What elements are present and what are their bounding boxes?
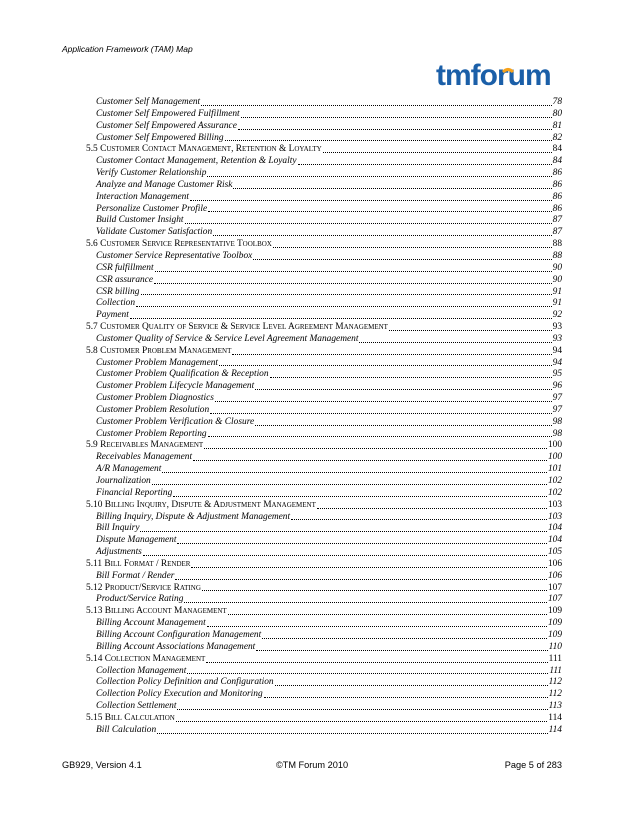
toc-subsection-entry[interactable]	[86, 298, 562, 310]
toc-subsection-entry[interactable]	[86, 121, 562, 133]
footer-copyright: ©TM Forum 2010	[275, 760, 349, 770]
toc-entry-page-number: 103	[547, 511, 562, 522]
toc-entry-page-number: 84	[552, 156, 562, 167]
toc-entry-page-number: 113	[548, 701, 562, 712]
toc-dot-leader	[253, 251, 551, 260]
toc-entry-page-number: 105	[547, 547, 562, 558]
toc-entry-label: Billing Account Configuration Management	[96, 629, 262, 640]
toc-subsection-entry[interactable]	[86, 227, 562, 239]
toc-dot-leader	[162, 464, 547, 473]
toc-dot-leader	[143, 547, 547, 556]
toc-entry-label: Build Customer Insight	[96, 215, 184, 226]
toc-dot-leader	[275, 677, 548, 686]
toc-subsection-entry[interactable]	[86, 594, 562, 606]
toc-entry-page-number: 80	[552, 108, 562, 119]
toc-entry-page-number: 95	[552, 369, 562, 380]
table-of-contents	[86, 97, 562, 737]
toc-subsection-entry[interactable]	[86, 180, 562, 192]
toc-subsection-entry[interactable]	[86, 512, 562, 524]
toc-subsection-entry[interactable]	[86, 429, 562, 441]
toc-entry-label: Interaction Management	[96, 191, 189, 202]
toc-entry-label: Customer Problem Resolution	[96, 404, 210, 415]
toc-subsection-entry[interactable]	[86, 476, 562, 488]
toc-entry-label: A/R Management	[96, 464, 162, 475]
toc-entry-label: Bill Inquiry	[96, 523, 140, 534]
toc-entry-page-number: 91	[552, 298, 562, 309]
toc-subsection-entry[interactable]	[86, 287, 562, 299]
toc-entry-page-number: 87	[552, 215, 562, 226]
toc-dot-leader	[219, 357, 552, 366]
document-header-title: Application Framework (TAM) Map	[62, 44, 193, 54]
toc-subsection-entry[interactable]	[86, 156, 562, 168]
toc-entry-label: CSR assurance	[96, 274, 154, 285]
toc-entry-label: Analyze and Manage Customer Risk	[96, 179, 233, 190]
toc-dot-leader	[225, 132, 552, 141]
toc-entry-label: 5.12 Product/Service Rating	[86, 582, 201, 593]
toc-entry-page-number: 104	[547, 535, 562, 546]
toc-dot-leader	[173, 488, 547, 497]
toc-dot-leader	[193, 452, 547, 461]
toc-dot-leader	[154, 275, 552, 284]
toc-entry-page-number: 92	[552, 310, 562, 321]
toc-dot-leader	[208, 428, 552, 437]
toc-entry-label: Collection Management	[96, 665, 187, 676]
toc-entry-page-number: 87	[552, 227, 562, 238]
toc-dot-leader	[187, 665, 548, 674]
toc-dot-leader	[190, 192, 552, 201]
toc-dot-leader	[206, 654, 547, 663]
toc-section-entry[interactable]	[86, 500, 562, 512]
toc-entry-label: Customer Self Empowered Assurance	[96, 120, 237, 131]
toc-entry-label: Customer Problem Management	[96, 357, 219, 368]
toc-entry-page-number: 107	[547, 582, 562, 593]
toc-entry-label: Customer Quality of Service & Service Level Agreement Management	[96, 333, 359, 344]
toc-entry-page-number: 109	[547, 618, 562, 629]
toc-entry-page-number: 98	[552, 416, 562, 427]
toc-section-entry[interactable]	[86, 713, 562, 725]
toc-subsection-entry[interactable]	[86, 168, 562, 180]
toc-entry-label: Customer Problem Reporting	[96, 428, 207, 439]
toc-entry-page-number: 97	[552, 393, 562, 404]
toc-entry-label: Collection	[96, 298, 136, 309]
toc-entry-label: Customer Service Representative Toolbox	[96, 250, 253, 261]
toc-entry-label: Collection Policy Execution and Monitoring	[96, 689, 263, 700]
toc-entry-label: Customer Contact Management, Retention & Loyalty	[96, 156, 297, 167]
toc-dot-leader	[141, 286, 552, 295]
toc-subsection-entry[interactable]	[86, 109, 562, 121]
toc-entry-label: Collection Policy Definition and Configuration	[96, 677, 274, 688]
toc-subsection-entry[interactable]	[86, 571, 562, 583]
toc-dot-leader	[140, 523, 546, 532]
toc-subsection-entry[interactable]	[86, 204, 562, 216]
toc-dot-leader	[201, 97, 551, 106]
toc-subsection-entry[interactable]	[86, 251, 562, 263]
toc-dot-leader	[210, 405, 551, 414]
toc-dot-leader	[262, 630, 547, 639]
toc-section-entry[interactable]	[86, 559, 562, 571]
toc-entry-label: Bill Format / Render	[96, 570, 175, 581]
toc-subsection-entry[interactable]	[86, 464, 562, 476]
toc-entry-label: Verify Customer Relationship	[96, 168, 207, 179]
toc-entry-label: 5.11 Bill Format / Render	[86, 558, 191, 569]
toc-dot-leader	[323, 144, 552, 153]
toc-dot-leader	[264, 689, 548, 698]
toc-dot-leader	[136, 298, 552, 307]
toc-entry-label: 5.5 Customer Contact Management, Retention & Loyalty	[86, 144, 322, 155]
toc-entry-label: Personalize Customer Profile	[96, 203, 208, 214]
toc-subsection-entry[interactable]	[86, 535, 562, 547]
toc-entry-label: Receivables Management	[96, 452, 193, 463]
toc-dot-leader	[177, 701, 547, 710]
toc-entry-page-number: 110	[548, 641, 562, 652]
toc-entry-page-number: 103	[547, 499, 562, 510]
toc-subsection-entry[interactable]	[86, 393, 562, 405]
toc-dot-leader	[241, 109, 552, 118]
toc-dot-leader	[204, 440, 547, 449]
toc-entry-label: Customer Self Management	[96, 97, 201, 107]
toc-subsection-entry[interactable]	[86, 405, 562, 417]
toc-subsection-entry[interactable]	[86, 630, 562, 642]
toc-entry-page-number: 94	[552, 357, 562, 368]
toc-dot-leader	[152, 476, 547, 485]
toc-entry-label: 5.10 Billing Inquiry, Dispute & Adjustment Management	[86, 499, 316, 510]
toc-entry-page-number: 114	[548, 712, 562, 723]
toc-entry-page-number: 102	[547, 487, 562, 498]
toc-entry-label: Customer Self Empowered Billing	[96, 132, 224, 143]
toc-subsection-entry[interactable]	[86, 215, 562, 227]
toc-entry-page-number: 98	[552, 428, 562, 439]
toc-entry-page-number: 84	[552, 144, 562, 155]
toc-entry-page-number: 88	[552, 239, 562, 250]
toc-section-entry[interactable]	[86, 654, 562, 666]
toc-entry-page-number: 104	[547, 523, 562, 534]
toc-dot-leader	[291, 511, 547, 520]
toc-subsection-entry[interactable]	[86, 642, 562, 654]
toc-dot-leader	[256, 642, 547, 651]
toc-entry-label: 5.13 Billing Account Management	[86, 606, 227, 617]
toc-subsection-entry[interactable]	[86, 701, 562, 713]
toc-entry-page-number: 106	[547, 558, 562, 569]
toc-entry-label: CSR billing	[96, 286, 140, 297]
toc-dot-leader	[232, 346, 551, 355]
toc-entry-label: Customer Self Empowered Fulfillment	[96, 108, 240, 119]
toc-subsection-entry[interactable]	[86, 310, 562, 322]
toc-dot-leader	[208, 203, 552, 212]
page-footer	[62, 760, 562, 772]
toc-dot-leader	[255, 417, 551, 426]
toc-entry-page-number: 109	[547, 606, 562, 617]
footer-page-number: Page 5 of 283	[504, 760, 562, 770]
toc-entry-label: 5.15 Bill Calculation	[86, 712, 175, 723]
toc-subsection-entry[interactable]	[86, 677, 562, 689]
toc-entry-label: Bill Calculation	[96, 724, 157, 735]
toc-entry-label: Customer Problem Lifecycle Management	[96, 381, 255, 392]
toc-subsection-entry[interactable]	[86, 97, 562, 109]
toc-entry-page-number: 86	[552, 168, 562, 179]
toc-entry-label: 5.9 Receivables Management	[86, 440, 204, 451]
toc-entry-page-number: 102	[547, 476, 562, 486]
toc-entry-label: Financial Reporting	[96, 487, 173, 498]
toc-entry-label: Payment	[96, 310, 129, 321]
toc-dot-leader	[228, 606, 547, 615]
toc-entry-label: Dispute Management	[96, 535, 177, 546]
toc-entry-page-number: 78	[552, 97, 562, 107]
toc-dot-leader	[176, 713, 547, 722]
toc-dot-leader	[273, 239, 552, 248]
toc-entry-page-number: 96	[552, 381, 562, 392]
toc-dot-leader	[177, 535, 546, 544]
toc-subsection-entry[interactable]	[86, 192, 562, 204]
toc-dot-leader	[389, 322, 552, 331]
toc-subsection-entry[interactable]	[86, 452, 562, 464]
toc-subsection-entry[interactable]	[86, 381, 562, 393]
toc-dot-leader	[185, 215, 552, 224]
toc-dot-leader	[202, 582, 547, 591]
toc-dot-leader	[191, 559, 546, 568]
toc-entry-page-number: 93	[552, 322, 562, 333]
toc-dot-leader	[298, 156, 552, 165]
toc-entry-page-number: 112	[548, 677, 562, 688]
toc-subsection-entry[interactable]	[86, 547, 562, 559]
toc-section-entry[interactable]	[86, 606, 562, 618]
toc-subsection-entry[interactable]	[86, 618, 562, 630]
toc-entry-label: Journalization	[96, 476, 151, 486]
toc-entry-page-number: 91	[552, 286, 562, 297]
toc-entry-page-number: 82	[552, 132, 562, 143]
tmforum-logo	[436, 60, 560, 90]
toc-entry-page-number: 112	[548, 689, 562, 700]
toc-subsection-entry[interactable]	[86, 666, 562, 678]
toc-entry-label: 5.7 Customer Quality of Service & Service Level Agreement Management	[86, 322, 388, 333]
toc-entry-page-number: 111	[548, 653, 562, 664]
toc-dot-leader	[207, 618, 547, 627]
toc-dot-leader	[233, 180, 551, 189]
toc-entry-page-number: 111	[549, 665, 562, 676]
toc-entry-page-number: 86	[552, 203, 562, 214]
toc-dot-leader	[213, 227, 551, 236]
toc-entry-page-number: 90	[552, 274, 562, 285]
toc-section-entry[interactable]	[86, 440, 562, 452]
footer-document-version: GB929, Version 4.1	[62, 760, 142, 770]
toc-section-entry[interactable]	[86, 322, 562, 334]
toc-subsection-entry[interactable]	[86, 488, 562, 500]
toc-entry-page-number: 109	[547, 629, 562, 640]
toc-dot-leader	[157, 725, 547, 734]
toc-entry-label: Customer Problem Verification & Closure	[96, 416, 255, 427]
toc-dot-leader	[155, 263, 552, 272]
toc-subsection-entry[interactable]	[86, 689, 562, 701]
toc-dot-leader	[175, 571, 547, 580]
toc-entry-page-number: 81	[552, 120, 562, 131]
toc-entry-page-number: 86	[552, 191, 562, 202]
toc-section-entry[interactable]	[86, 346, 562, 358]
toc-dot-leader	[317, 500, 547, 509]
toc-entry-label: 5.6 Customer Service Representative Toolbox	[86, 239, 272, 250]
toc-entry-label: Customer Problem Diagnostics	[96, 393, 214, 404]
toc-section-entry[interactable]	[86, 583, 562, 595]
toc-entry-label: Adjustments	[96, 547, 142, 558]
toc-entry-label: Billing Account Management	[96, 618, 206, 629]
toc-subsection-entry[interactable]	[86, 369, 562, 381]
toc-dot-leader	[184, 594, 547, 603]
toc-subsection-entry[interactable]	[86, 725, 562, 737]
toc-entry-page-number: 100	[547, 440, 562, 451]
toc-entry-label: 5.8 Customer Problem Management	[86, 345, 232, 356]
toc-entry-page-number: 106	[547, 570, 562, 581]
toc-subsection-entry[interactable]	[86, 275, 562, 287]
toc-entry-page-number: 107	[547, 594, 562, 605]
logo-wordmark: tmforum	[436, 60, 551, 90]
toc-entry-page-number: 93	[552, 333, 562, 344]
toc-entry-page-number: 86	[552, 179, 562, 190]
toc-dot-leader	[270, 369, 552, 378]
toc-dot-leader	[255, 381, 551, 390]
toc-entry-page-number: 88	[552, 250, 562, 261]
toc-subsection-entry[interactable]	[86, 133, 562, 145]
toc-section-entry[interactable]	[86, 144, 562, 156]
toc-subsection-entry[interactable]	[86, 334, 562, 346]
toc-entry-page-number: 94	[552, 345, 562, 356]
toc-section-entry[interactable]	[86, 239, 562, 251]
toc-entry-page-number: 114	[548, 724, 562, 735]
toc-entry-label: Product/Service Rating	[96, 594, 184, 605]
toc-subsection-entry[interactable]	[86, 523, 562, 535]
toc-entry-page-number: 101	[547, 464, 562, 475]
toc-entry-label: CSR fulfillment	[96, 262, 154, 273]
toc-entry-label: Customer Problem Qualification & Reception	[96, 369, 269, 380]
toc-dot-leader	[130, 310, 552, 319]
toc-entry-label: Billing Account Associations Management	[96, 641, 256, 652]
toc-entry-page-number: 90	[552, 262, 562, 273]
toc-subsection-entry[interactable]	[86, 358, 562, 370]
toc-entry-label: Collection Settlement	[96, 701, 177, 712]
toc-entry-page-number: 100	[547, 452, 562, 463]
toc-subsection-entry[interactable]	[86, 263, 562, 275]
toc-dot-leader	[215, 393, 552, 402]
toc-dot-leader	[359, 334, 551, 343]
toc-dot-leader	[207, 168, 551, 177]
toc-entry-label: Billing Inquiry, Dispute & Adjustment Management	[96, 511, 291, 522]
toc-dot-leader	[238, 121, 552, 130]
toc-subsection-entry[interactable]	[86, 417, 562, 429]
toc-entry-page-number: 97	[552, 404, 562, 415]
toc-entry-label: 5.14 Collection Management	[86, 653, 206, 664]
toc-entry-label: Validate Customer Satisfaction	[96, 227, 213, 238]
